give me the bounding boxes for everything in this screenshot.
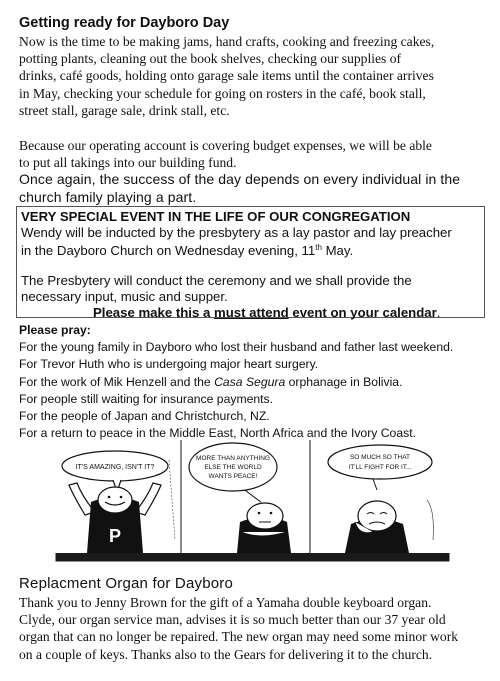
paragraph-line: on a couple of keys. Thanks also to the Gears for delivering it to the church.: [19, 646, 433, 662]
figure-head: [358, 501, 396, 531]
bubble-1-text: IT'S AMAZING, ISN'T IT?: [75, 464, 155, 471]
special-event-box: [16, 206, 485, 318]
peace-comic-strip: [55, 440, 450, 562]
organ-paragraph: [19, 594, 489, 663]
prayer-item: For the people of Japan and Christchurch, NZ.: [19, 409, 270, 424]
dayboro-day-paragraph: [19, 33, 489, 119]
prayer-item: For a return to peace in the Middle East, North Africa and the Ivory Coast.: [19, 426, 416, 441]
cta-period: .: [436, 305, 441, 320]
dayboro-day-heading: Getting ready for Dayboro Day: [19, 15, 230, 31]
prayer-item-text: For the work of Mik Henzell and the: [19, 374, 215, 389]
induction-line: Wendy will be inducted by the presbytery as a lay pastor and lay preacher: [21, 225, 452, 240]
paragraph-line: drinks, café goods, holding onto garage sale items until the container arrives: [19, 68, 434, 84]
bubble-2-line: WANTS PEACE!: [208, 473, 258, 480]
church-family-line: church family playing a part.: [19, 189, 197, 205]
building-fund-paragraph: [19, 137, 489, 171]
paragraph-line: Because our operating account is covering budget expenses, we will be able: [19, 138, 432, 153]
cta-text: event on your calendar: [288, 305, 437, 320]
paragraph-line: Now is the time to be making jams, hand crafts, cooking and freezing cakes,: [19, 34, 435, 49]
presbytery-line: The Presbytery will conduct the ceremony and we shall provide the: [21, 273, 412, 288]
induction-date-line: [21, 243, 353, 259]
figure-head: [247, 503, 283, 529]
supper-line: necessary input, music and supper.: [21, 289, 228, 304]
paragraph-line: Clyde, our organ service man, advises it is so much better than our 37 year old: [19, 612, 446, 628]
must-attend-callout: [93, 305, 440, 321]
prayer-list: [19, 322, 489, 442]
prayer-item: For people still waiting for insurance payments.: [19, 391, 274, 406]
date-suffix: th: [315, 243, 322, 252]
paragraph-line: Thank you to Jenny Brown for the gift of a Yamaha double keyboard organ.: [19, 595, 432, 610]
bubble-2-line: MORE THAN ANYTHING: [196, 455, 270, 462]
figure-head: [98, 487, 132, 513]
comic-ground: [56, 553, 450, 562]
prayer-item: For the young family in Dayboro who lost their husband and father last weekend.: [19, 340, 454, 355]
paragraph-line: potting plants, cleaning out the book shelves, checking our supplies of: [19, 51, 402, 67]
bubble-3-line: SO MUCH SO THAT: [349, 454, 411, 461]
prayer-item-text: orphanage in Bolivia.: [285, 374, 403, 389]
orphanage-name: Casa Segura: [214, 374, 286, 389]
shirt-letter: P: [108, 526, 122, 546]
paragraph-line: street stall, garage sale, drink stall, etc.: [19, 102, 230, 118]
paragraph-line: organ that can no longer be repaired. The new organ may need some minor work: [19, 629, 459, 645]
special-event-heading: VERY SPECIAL EVENT IN THE LIFE OF OUR CONGREGATION: [21, 209, 411, 224]
date-text: in the Dayboro Church on Wednesday evening, 11: [21, 243, 316, 258]
paragraph-line: in May, checking your schedule for going on rosters in the café, book stall,: [19, 85, 426, 101]
organ-heading: Replacment Organ for Dayboro: [19, 575, 234, 592]
cta-text: Please make this a: [93, 305, 214, 320]
church-family-line: Once again, the success of the day depends on every individual in the: [19, 171, 461, 187]
prayer-heading: Please pray:: [19, 323, 91, 337]
date-month: May.: [321, 243, 354, 258]
prayer-item: [19, 374, 489, 391]
must-attend-emphasis: must attend: [213, 305, 289, 320]
speech-bubble-3: [328, 445, 432, 479]
bubble-3-line: IT'LL FIGHT FOR IT...: [348, 464, 412, 471]
prayer-item: For Trevor Huth who is undergoing major heart surgery.: [19, 357, 319, 372]
paragraph-line: to put all takings into our building fund.: [19, 155, 237, 171]
bubble-2-line: ELSE THE WORLD: [204, 464, 262, 471]
